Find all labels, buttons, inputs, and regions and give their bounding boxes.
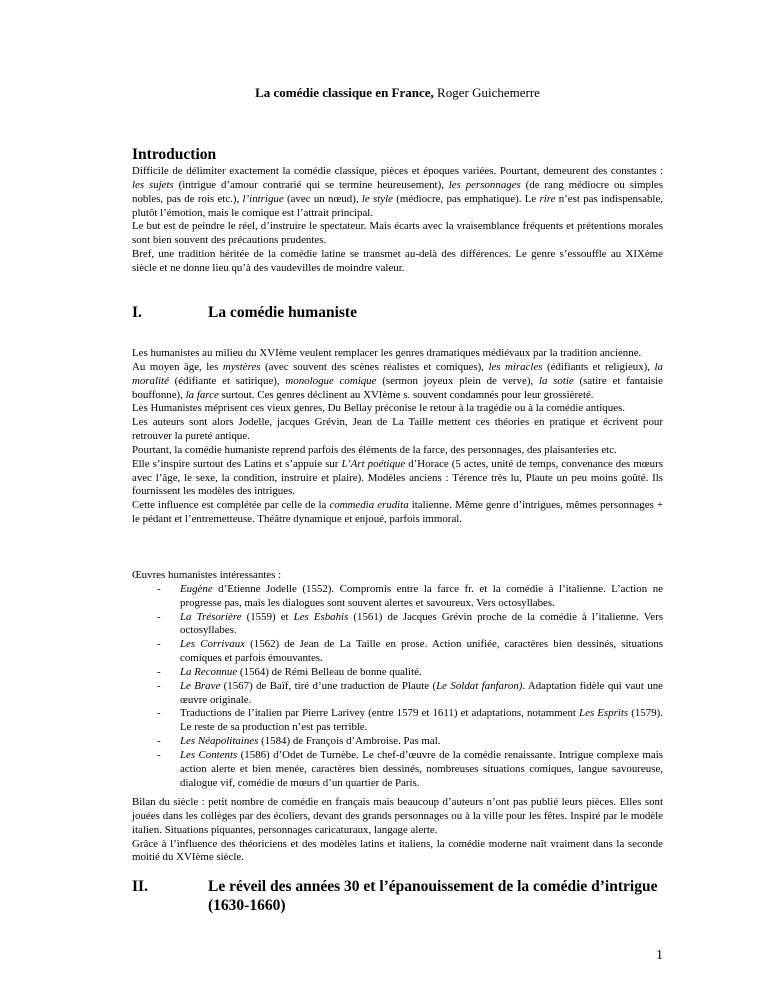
- introduction-heading: Introduction: [132, 146, 217, 163]
- list-item: - Les Néapolitaines (1584) de François d’Ambroise. Pas mal.: [132, 735, 663, 749]
- document-title: La comédie classique en France, Roger Guichemerre: [255, 85, 540, 100]
- bilan-block: [132, 796, 663, 865]
- list-item: - La Trésorière (1559) et Les Esbahis (1561) de Jacques Grévin proche de la comédie à l’italienne. Vers octosyllabes.: [132, 611, 663, 639]
- list-item: - Eugène d’Etienne Jodelle (1552). Compromis entre la farce fr. et la comédie à l’italienne. L’action ne progresse pas, mais les dialogues sont souvent alertes et savoureux. Vers octosyllabes.: [132, 583, 663, 611]
- section-1-number: I.: [132, 304, 142, 321]
- intro-paragraph-2: Le but est de peindre le réel, d’instruire le spectateur. Mais écarts avec la vraisemblance fréquents et prétentions morales sont bien souvent des précautions prudentes.: [132, 220, 663, 247]
- introduction-body: [132, 165, 663, 276]
- section-2-title: Le réveil des années 30 et l’épanouissement de la comédie d’intrigue (1630-1660): [208, 878, 658, 914]
- list-item: - Les Corrivaux (1562) de Jean de La Taille en prose. Action unifiée, caractères bien dessinés, situations comiques et parfois émouvantes.: [132, 638, 663, 666]
- s1-paragraph-7: Cette influence est complétée par celle de la commedia erudita italienne. Même genre d’intrigues, mêmes personnages + le pédant et l’entremetteuse. Théâtre dynamique et enjoué, parfois immoral.: [132, 499, 663, 526]
- bilan-paragraph-1: Bilan du siècle : petit nombre de comédie en français mais beaucoup d’auteurs n’ont pas publié leurs pièces. Elles sont jouées dans les collèges par des écoliers, devant des grands personnages ou à la ville pour les fêtes. Inspiré par le modèle italien. Situations piquantes, personnages caricaturaux, langage alerte.: [132, 796, 663, 836]
- s1-paragraph-2: Au moyen âge, les mystères (avec souvent des scènes réalistes et comiques), les miracles (édifiants et religieux), la moralité (édifiante et satirique), monologue comique (sermon joyeux plein de verve), la sotie (satire et fantaisie bouffonne), la farce surtout. Ces genres déclinent au XVIème s. souvent condamnés pour leur grossièreté.: [132, 360, 663, 401]
- s1-paragraph-6: Elle s’inspire surtout des Latins et s’appuie sur L’Art poétique d’Horace (5 actes, unité de temps, convenance des mœurs avec l’âge, le sexe, la condition, instruire et plaire). Modèles anciens : Térence très lu, Plaute un peu moins goûté. Ils fournissent les modèles des intrigues.: [132, 457, 663, 498]
- works-block: [132, 569, 663, 791]
- list-item: - Traductions de l’italien par Pierre Larivey (entre 1579 et 1611) et adaptations, notamment Les Esprits (1579). Le reste de sa production n’est pas terrible.: [132, 707, 663, 735]
- works-list: [132, 583, 663, 791]
- s1-paragraph-3: Les Humanistes méprisent ces vieux genres, Du Bellay préconise le retour à la tragédie ou à la comédie antiques.: [132, 402, 625, 415]
- intro-paragraph-1: Difficile de délimiter exactement la comédie classique, pièces et époques variées. Pourtant, demeurent des constantes : les sujets (intrigue d’amour contrarié qui se termine heureusement), les personnages (de rang médiocre ou simples nobles, pas de rois etc.), l’intrigue (avec un nœud), le style (médiocre, pas emphatique). Le rire n’est pas indispensable, plutôt l’émotion, mais le comique est l’attrait principal.: [132, 165, 664, 219]
- s1-paragraph-5: Pourtant, la comédie humaniste reprend parfois des éléments de la farce, des personnages, des plaisanteries etc.: [132, 443, 617, 456]
- list-item: - Les Contents (1586) d’Odet de Turnèbe. Le chef-d’œuvre de la comédie renaissante. Intrigue complexe mais action alerte et bien menée, caractères bien dessinés, nombreuses situations comiques, langue savoureuse, dialogue vif, comédie de mœurs d’un quartier de Paris.: [132, 749, 663, 791]
- works-intro: Œuvres humanistes intéressantes :: [132, 569, 282, 581]
- section-1-title: La comédie humaniste: [208, 304, 357, 321]
- bilan-paragraph-2: Grâce à l’influence des théoriciens et des modèles latins et italiens, la comédie moderne naît vraiment dans la seconde moitié du XVIème siècle.: [132, 837, 663, 864]
- section-1-body: [132, 347, 663, 527]
- section-2-number: II.: [132, 878, 148, 895]
- list-item: - Le Brave (1567) de Baïf, tiré d’une traduction de Plaute (Le Soldat fanfaron). Adaptation fidèle qui vaut une œuvre originale.: [132, 680, 663, 708]
- page-number: 1: [656, 948, 663, 963]
- s1-paragraph-1: Les humanistes au milieu du XVIème veulent remplacer les genres dramatiques médiévaux par la tradition ancienne.: [132, 347, 642, 359]
- intro-paragraph-3: Bref, une tradition héritée de la comédie latine se transmet au-delà des différences. Le genre s’essouffle au XIXème siècle et ne donne lieu qu’à des vaudevilles de moindre valeur.: [132, 248, 663, 274]
- s1-paragraph-4: Les auteurs sont alors Jodelle, jacques Grévin, Jean de La Taille mettent ces théories en pratique et écrivent pour retrouver la pureté antique.: [132, 416, 663, 443]
- list-item: - La Reconnue (1564) de Rémi Belleau de bonne qualité.: [132, 666, 663, 680]
